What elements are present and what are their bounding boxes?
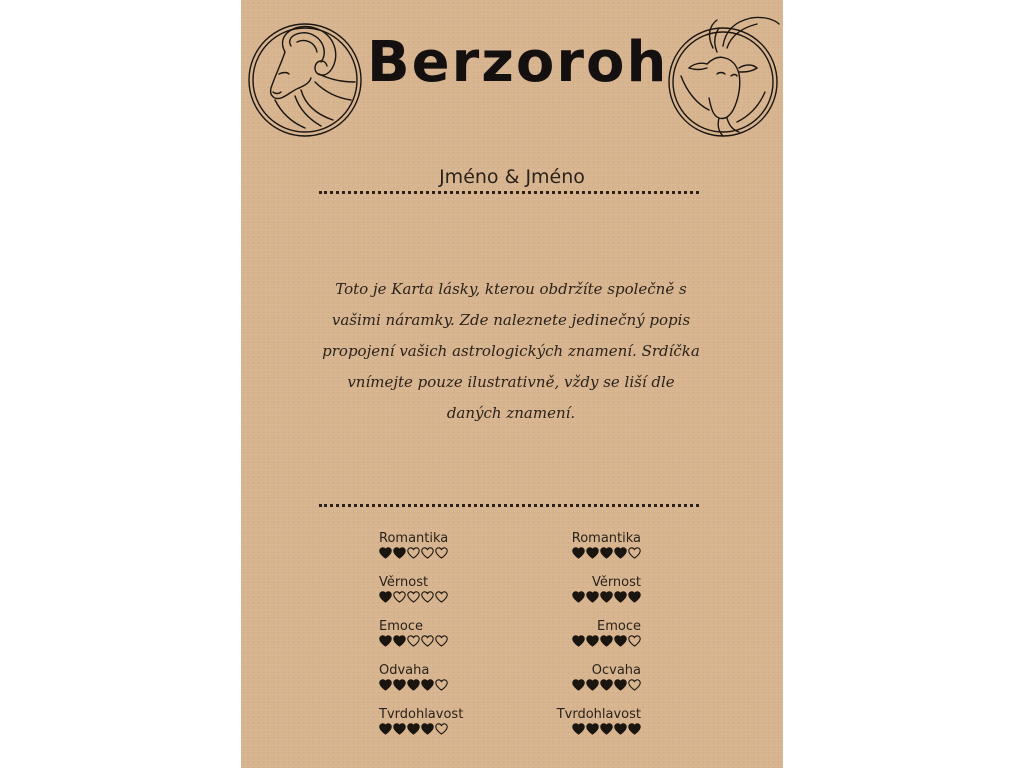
heart-filled-icon [421,723,434,735]
heart-outline-icon [407,547,420,559]
heart-outline-icon [421,591,434,603]
heart-filled-icon [614,591,627,603]
heart-filled-icon [586,547,599,559]
trait-left-3 [379,620,489,647]
trait-right-3 [531,620,641,647]
card-description: Toto je Karta lásky, kterou obdržíte společně s vašimi náramky. Zde naleznete jedinečný popis propojení vašich astrologických znamení. Srdíčka vnímejte pouze ilustrativně, vždy se liší dle daných znamení. [322,280,700,422]
heart-rating [379,723,489,735]
heart-outline-icon [421,547,434,559]
heart-filled-icon [614,679,627,691]
heart-filled-icon [379,547,392,559]
heart-outline-icon [393,591,406,603]
heart-rating [379,547,489,559]
heart-filled-icon [628,591,641,603]
trait-right-4 [531,664,641,691]
heart-rating [531,723,641,735]
trait-right-2 [531,576,641,603]
trait-right-5 [531,708,641,735]
heart-outline-icon [628,547,641,559]
trait-left-4 [379,664,489,691]
heart-outline-icon [435,679,448,691]
heart-outline-icon [435,547,448,559]
trait-label: Romantika [571,531,641,546]
heart-filled-icon [393,723,406,735]
heart-outline-icon [628,635,641,647]
trait-label: Emoce [379,619,423,634]
heart-rating [531,591,641,603]
trait-label: Věrnost [591,575,641,590]
trait-label: Romantika [379,531,449,546]
heart-rating [531,547,641,559]
heart-filled-icon [572,635,585,647]
heart-filled-icon [586,635,599,647]
love-card [241,0,783,768]
trait-label: Ocvaha [591,663,641,678]
heart-filled-icon [407,679,420,691]
trait-left-2 [379,576,489,603]
trait-label: Odvaha [379,663,430,678]
heart-filled-icon [421,679,434,691]
heart-filled-icon [614,547,627,559]
heart-filled-icon [407,723,420,735]
heart-filled-icon [379,679,392,691]
couple-names: Jméno & Jméno [439,166,585,188]
trait-label: Emoce [597,619,641,634]
heart-filled-icon [572,679,585,691]
heart-filled-icon [600,547,613,559]
heart-filled-icon [379,723,392,735]
dotted-divider-top [319,191,699,194]
heart-outline-icon [435,723,448,735]
heart-filled-icon [572,591,585,603]
heart-filled-icon [393,635,406,647]
heart-filled-icon [379,591,392,603]
heart-filled-icon [586,723,599,735]
trait-left-5 [379,708,489,735]
heart-filled-icon [600,635,613,647]
heart-filled-icon [379,635,392,647]
heart-outline-icon [407,635,420,647]
heart-outline-icon [421,635,434,647]
heart-filled-icon [586,679,599,691]
goat-icon [661,12,783,140]
heart-outline-icon [628,679,641,691]
heart-filled-icon [586,591,599,603]
heart-filled-icon [572,723,585,735]
heart-filled-icon [614,723,627,735]
heart-filled-icon [600,723,613,735]
trait-right-1 [531,532,641,559]
heart-outline-icon [435,635,448,647]
heart-rating [379,679,489,691]
heart-rating [379,635,489,647]
trait-label: Věrnost [379,575,429,590]
heart-rating [531,679,641,691]
dotted-divider-bottom [319,504,699,507]
heart-rating [379,591,489,603]
heart-filled-icon [572,547,585,559]
ram-icon [245,12,371,140]
trait-left-1 [379,532,489,559]
trait-label: Tvrdohlavost [556,707,641,722]
heart-filled-icon [393,547,406,559]
trait-label: Tvrdohlavost [379,707,464,722]
heart-outline-icon [435,591,448,603]
heart-outline-icon [407,591,420,603]
heart-rating [531,635,641,647]
heart-filled-icon [628,723,641,735]
heart-filled-icon [614,635,627,647]
heart-filled-icon [393,679,406,691]
heart-filled-icon [600,591,613,603]
zodiac-title: Berzoroh [367,30,669,95]
heart-filled-icon [600,679,613,691]
